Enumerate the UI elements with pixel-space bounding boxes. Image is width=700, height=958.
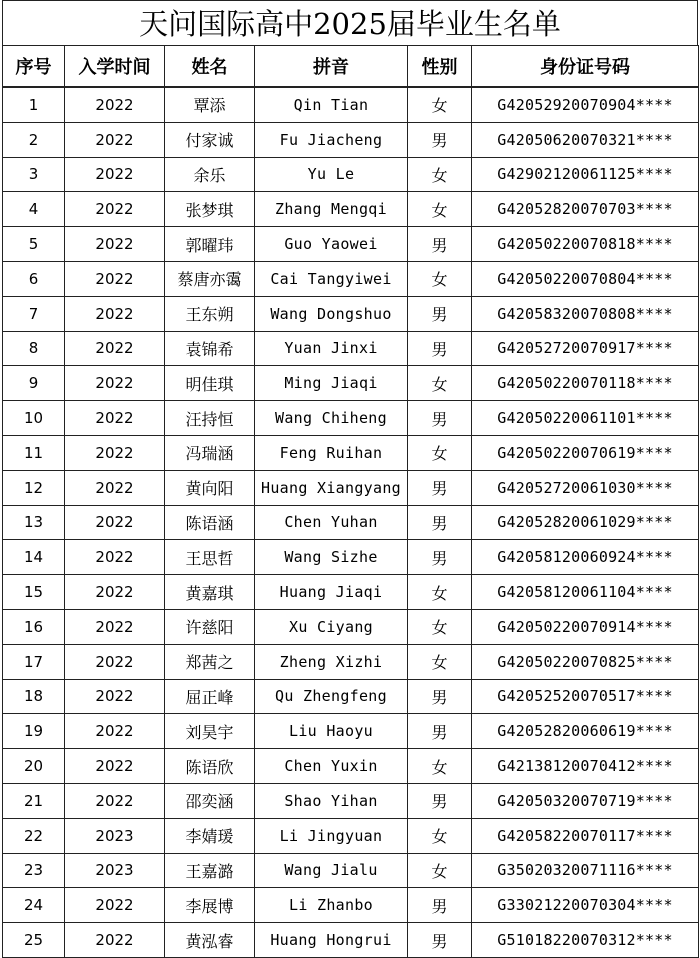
- cell-name: 蔡唐亦霭: [165, 261, 255, 296]
- cell-pinyin: Wang Dongshuo: [255, 296, 408, 331]
- cell-pinyin: Qu Zhengfeng: [255, 679, 408, 714]
- cell-gender: 女: [408, 261, 472, 296]
- cell-no: 18: [3, 679, 65, 714]
- cell-pinyin: Zheng Xizhi: [255, 644, 408, 679]
- cell-gender: 男: [408, 783, 472, 818]
- cell-gender: 男: [408, 540, 472, 575]
- cell-id: G42052820070703****: [472, 192, 699, 227]
- cell-name: 付家诚: [165, 122, 255, 157]
- cell-gender: 男: [408, 331, 472, 366]
- cell-no: 9: [3, 366, 65, 401]
- table-row: [3, 366, 699, 401]
- cell-pinyin: Ming Jiaqi: [255, 366, 408, 401]
- cell-id: G42052520070517****: [472, 679, 699, 714]
- header-year: 入学时间: [65, 46, 165, 88]
- cell-no: 5: [3, 227, 65, 262]
- cell-gender: 男: [408, 401, 472, 436]
- cell-pinyin: Li Jingyuan: [255, 818, 408, 853]
- cell-year: 2022: [65, 888, 165, 923]
- cell-pinyin: Guo Yaowei: [255, 227, 408, 262]
- cell-no: 13: [3, 505, 65, 540]
- cell-id: G42058120060924****: [472, 540, 699, 575]
- cell-no: 20: [3, 749, 65, 784]
- cell-pinyin: Cai Tangyiwei: [255, 261, 408, 296]
- cell-gender: 女: [408, 575, 472, 610]
- table-row: [3, 192, 699, 227]
- cell-id: G42050320070719****: [472, 783, 699, 818]
- table-row: [3, 401, 699, 436]
- cell-id: G42050220070804****: [472, 261, 699, 296]
- table-row: [3, 575, 699, 610]
- cell-gender: 女: [408, 366, 472, 401]
- header-row: [3, 46, 699, 88]
- cell-id: G42050620070321****: [472, 122, 699, 157]
- table-row: [3, 679, 699, 714]
- cell-id: G42050220070118****: [472, 366, 699, 401]
- cell-name: 余乐: [165, 157, 255, 192]
- cell-pinyin: Wang Jialu: [255, 853, 408, 888]
- cell-pinyin: Liu Haoyu: [255, 714, 408, 749]
- cell-no: 7: [3, 296, 65, 331]
- cell-name: 王思哲: [165, 540, 255, 575]
- cell-name: 许慈阳: [165, 609, 255, 644]
- cell-id: G33021220070304****: [472, 888, 699, 923]
- table-row: [3, 470, 699, 505]
- cell-id: G42902120061125****: [472, 157, 699, 192]
- cell-no: 16: [3, 609, 65, 644]
- cell-pinyin: Chen Yuhan: [255, 505, 408, 540]
- cell-id: G42058120061104****: [472, 575, 699, 610]
- table-row: [3, 714, 699, 749]
- cell-gender: 男: [408, 923, 472, 958]
- cell-name: 王东朔: [165, 296, 255, 331]
- table-row: [3, 122, 699, 157]
- table-row: [3, 853, 699, 888]
- cell-name: 屈正峰: [165, 679, 255, 714]
- cell-id: G42052820061029****: [472, 505, 699, 540]
- cell-gender: 男: [408, 470, 472, 505]
- cell-name: 明佳琪: [165, 366, 255, 401]
- cell-name: 郑茜之: [165, 644, 255, 679]
- table-row: [3, 261, 699, 296]
- cell-pinyin: Zhang Mengqi: [255, 192, 408, 227]
- cell-no: 1: [3, 87, 65, 122]
- cell-year: 2022: [65, 783, 165, 818]
- cell-no: 11: [3, 435, 65, 470]
- cell-no: 4: [3, 192, 65, 227]
- cell-year: 2022: [65, 749, 165, 784]
- cell-gender: 男: [408, 679, 472, 714]
- cell-id: G42050220070818****: [472, 227, 699, 262]
- cell-gender: 女: [408, 609, 472, 644]
- cell-year: 2022: [65, 87, 165, 122]
- cell-id: G42052720070917****: [472, 331, 699, 366]
- cell-gender: 男: [408, 122, 472, 157]
- cell-pinyin: Feng Ruihan: [255, 435, 408, 470]
- cell-id: G51018220070312****: [472, 923, 699, 958]
- cell-id: G42050220070825****: [472, 644, 699, 679]
- cell-no: 24: [3, 888, 65, 923]
- cell-gender: 男: [408, 227, 472, 262]
- cell-no: 3: [3, 157, 65, 192]
- cell-year: 2022: [65, 331, 165, 366]
- cell-id: G42050220061101****: [472, 401, 699, 436]
- cell-pinyin: Wang Chiheng: [255, 401, 408, 436]
- table-row: [3, 783, 699, 818]
- cell-year: 2022: [65, 401, 165, 436]
- cell-name: 黄嘉琪: [165, 575, 255, 610]
- cell-pinyin: Li Zhanbo: [255, 888, 408, 923]
- table-body: [3, 87, 699, 957]
- cell-no: 19: [3, 714, 65, 749]
- cell-year: 2022: [65, 923, 165, 958]
- cell-no: 6: [3, 261, 65, 296]
- cell-year: 2022: [65, 227, 165, 262]
- document-title: 天问国际高中2025届毕业生名单: [2, 0, 698, 45]
- cell-name: 陈语涵: [165, 505, 255, 540]
- cell-name: 刘昊宇: [165, 714, 255, 749]
- cell-year: 2022: [65, 575, 165, 610]
- cell-gender: 女: [408, 192, 472, 227]
- cell-gender: 女: [408, 853, 472, 888]
- table-row: [3, 435, 699, 470]
- cell-year: 2023: [65, 818, 165, 853]
- cell-pinyin: Wang Sizhe: [255, 540, 408, 575]
- cell-name: 王嘉潞: [165, 853, 255, 888]
- table-row: [3, 87, 699, 122]
- cell-year: 2022: [65, 470, 165, 505]
- header-id: 身份证号码: [472, 46, 699, 88]
- table-row: [3, 540, 699, 575]
- cell-id: G42052720061030****: [472, 470, 699, 505]
- table-row: [3, 888, 699, 923]
- cell-gender: 男: [408, 505, 472, 540]
- cell-gender: 女: [408, 435, 472, 470]
- cell-name: 陈语欣: [165, 749, 255, 784]
- header-name: 姓名: [165, 46, 255, 88]
- cell-id: G42052820060619****: [472, 714, 699, 749]
- cell-no: 17: [3, 644, 65, 679]
- cell-name: 邵奕涵: [165, 783, 255, 818]
- cell-name: 郭曜玮: [165, 227, 255, 262]
- header-pinyin: 拼音: [255, 46, 408, 88]
- cell-name: 黄泓睿: [165, 923, 255, 958]
- cell-gender: 女: [408, 818, 472, 853]
- cell-no: 22: [3, 818, 65, 853]
- table-row: [3, 296, 699, 331]
- graduate-table: [2, 45, 699, 958]
- table-row: [3, 227, 699, 262]
- cell-year: 2022: [65, 296, 165, 331]
- cell-gender: 女: [408, 644, 472, 679]
- cell-year: 2022: [65, 192, 165, 227]
- cell-pinyin: Qin Tian: [255, 87, 408, 122]
- cell-year: 2022: [65, 540, 165, 575]
- cell-name: 袁锦希: [165, 331, 255, 366]
- cell-no: 14: [3, 540, 65, 575]
- cell-year: 2022: [65, 644, 165, 679]
- cell-pinyin: Chen Yuxin: [255, 749, 408, 784]
- table-row: [3, 609, 699, 644]
- cell-gender: 女: [408, 157, 472, 192]
- table-row: [3, 749, 699, 784]
- cell-name: 汪持恒: [165, 401, 255, 436]
- cell-name: 李婧瑗: [165, 818, 255, 853]
- header-no: 序号: [3, 46, 65, 88]
- cell-id: G35020320071116****: [472, 853, 699, 888]
- cell-year: 2022: [65, 261, 165, 296]
- table-row: [3, 331, 699, 366]
- cell-pinyin: Yuan Jinxi: [255, 331, 408, 366]
- cell-name: 冯瑞涵: [165, 435, 255, 470]
- table-row: [3, 818, 699, 853]
- cell-year: 2022: [65, 714, 165, 749]
- cell-name: 黄向阳: [165, 470, 255, 505]
- cell-no: 10: [3, 401, 65, 436]
- cell-gender: 女: [408, 87, 472, 122]
- cell-gender: 男: [408, 888, 472, 923]
- cell-year: 2022: [65, 435, 165, 470]
- cell-no: 12: [3, 470, 65, 505]
- cell-id: G42138120070412****: [472, 749, 699, 784]
- cell-year: 2022: [65, 157, 165, 192]
- cell-pinyin: Fu Jiacheng: [255, 122, 408, 157]
- cell-no: 2: [3, 122, 65, 157]
- cell-pinyin: Xu Ciyang: [255, 609, 408, 644]
- cell-id: G42050220070619****: [472, 435, 699, 470]
- cell-no: 25: [3, 923, 65, 958]
- cell-pinyin: Yu Le: [255, 157, 408, 192]
- table-row: [3, 923, 699, 958]
- cell-name: 李展博: [165, 888, 255, 923]
- cell-name: 张梦琪: [165, 192, 255, 227]
- table-row: [3, 644, 699, 679]
- cell-pinyin: Huang Jiaqi: [255, 575, 408, 610]
- cell-year: 2022: [65, 366, 165, 401]
- cell-year: 2022: [65, 679, 165, 714]
- cell-id: G42058220070117****: [472, 818, 699, 853]
- cell-year: 2022: [65, 505, 165, 540]
- cell-year: 2022: [65, 609, 165, 644]
- header-gender: 性别: [408, 46, 472, 88]
- cell-no: 23: [3, 853, 65, 888]
- graduate-list-document: [2, 0, 698, 956]
- cell-year: 2023: [65, 853, 165, 888]
- cell-id: G42050220070914****: [472, 609, 699, 644]
- cell-year: 2022: [65, 122, 165, 157]
- cell-gender: 女: [408, 749, 472, 784]
- cell-id: G42058320070808****: [472, 296, 699, 331]
- cell-pinyin: Huang Hongrui: [255, 923, 408, 958]
- table-row: [3, 505, 699, 540]
- table-header: [3, 46, 699, 88]
- cell-gender: 男: [408, 714, 472, 749]
- cell-no: 21: [3, 783, 65, 818]
- cell-no: 8: [3, 331, 65, 366]
- cell-pinyin: Shao Yihan: [255, 783, 408, 818]
- cell-gender: 男: [408, 296, 472, 331]
- cell-name: 覃添: [165, 87, 255, 122]
- cell-pinyin: Huang Xiangyang: [255, 470, 408, 505]
- cell-no: 15: [3, 575, 65, 610]
- cell-id: G42052920070904****: [472, 87, 699, 122]
- table-row: [3, 157, 699, 192]
